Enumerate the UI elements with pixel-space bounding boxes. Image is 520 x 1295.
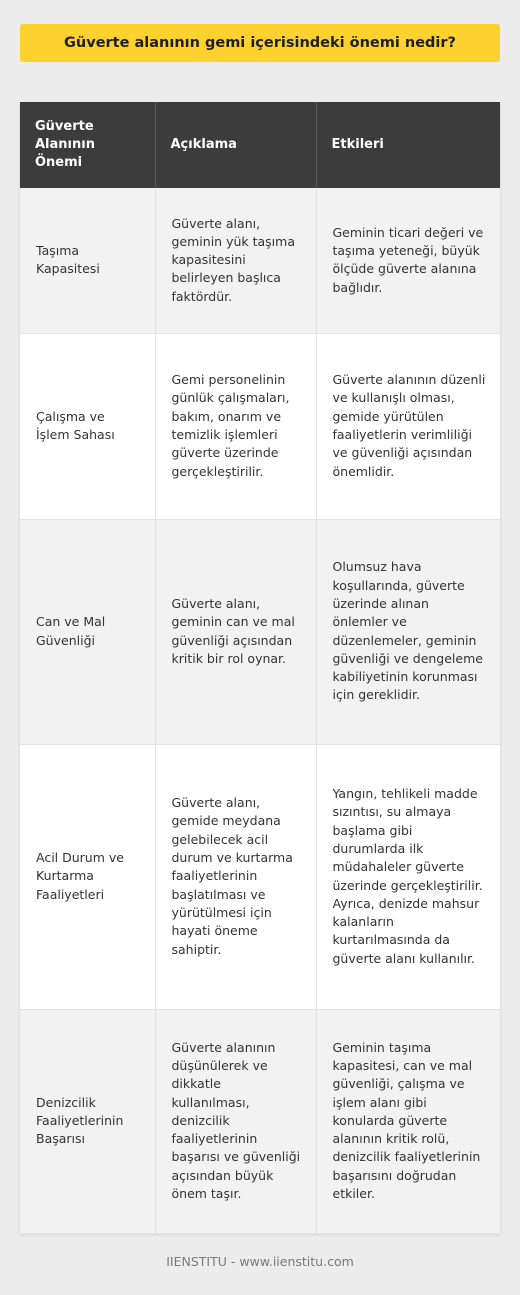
table-row (20, 1009, 500, 1233)
header-etkileri: Etkileri (316, 102, 500, 188)
cell-aciklama: Gemi personelinin günlük çalışmaları, bakım, onarım ve temizlik işlemleri güverte üzerinde gerçekleştirilir. (155, 333, 316, 519)
header-aciklama: Açıklama (155, 102, 316, 188)
footer-credit: IIENSTITU - www.iienstitu.com (166, 1254, 354, 1269)
cell-etkileri: Güverte alanının düzenli ve kullanışlı olması, gemide yürütülen faaliyetlerin verimliliği ve güvenliği açısından önemlidir. (316, 333, 500, 519)
header-onem: Güverte Alanının Önemi (20, 102, 155, 188)
cell-onem: Can ve Mal Güvenliği (20, 519, 155, 744)
cell-aciklama: Güverte alanı, geminin yük taşıma kapasitesini belirleyen başlıca faktördür. (155, 188, 316, 333)
table-container (20, 102, 500, 1234)
table-row (20, 188, 500, 333)
page-title: Güverte alanının gemi içerisindeki önemi nedir? (64, 35, 456, 51)
cell-aciklama: Güverte alanının düşünülerek ve dikkatle kullanılması, denizcilik faaliyetlerinin başarısı ve güvenliği açısından büyük önem taşır. (155, 1009, 316, 1233)
cell-etkileri: Geminin taşıma kapasitesi, can ve mal güvenliği, çalışma ve işlem alanı gibi konularda güverte alanının kritik rolü, denizcilik faaliyetlerinin başarısını doğrudan etkiler. (316, 1009, 500, 1233)
importance-table (20, 102, 500, 1234)
cell-etkileri: Geminin ticari değeri ve taşıma yeteneği, büyük ölçüde güverte alanına bağlıdır. (316, 188, 500, 333)
table-header-row (20, 102, 500, 188)
table-row (20, 744, 500, 1009)
cell-aciklama: Güverte alanı, geminin can ve mal güvenliği açısından kritik bir rol oynar. (155, 519, 316, 744)
cell-etkileri: Yangın, tehlikeli madde sızıntısı, su almaya başlama gibi durumlarda ilk müdahaleler güverte üzerinde gerçekleştirilir. Ayrıca, denizde mahsur kalanların kurtarılmasında da güverte alanı kullanılır. (316, 744, 500, 1009)
cell-aciklama: Güverte alanı, gemide meydana gelebilecek acil durum ve kurtarma faaliyetlerinin başlatılması ve yürütülmesi için hayati öneme sahiptir. (155, 744, 316, 1009)
cell-etkileri: Olumsuz hava koşullarında, güverte üzerinde alınan önlemler ve düzenlemeler, geminin güvenliği ve dengeleme kabiliyetinin korunması için gereklidir. (316, 519, 500, 744)
cell-onem: Acil Durum ve Kurtarma Faaliyetleri (20, 744, 155, 1009)
table-row (20, 519, 500, 744)
title-banner (20, 24, 500, 62)
cell-onem: Çalışma ve İşlem Sahası (20, 333, 155, 519)
table-row (20, 333, 500, 519)
cell-onem: Taşıma Kapasitesi (20, 188, 155, 333)
cell-onem: Denizcilik Faaliyetlerinin Başarısı (20, 1009, 155, 1233)
